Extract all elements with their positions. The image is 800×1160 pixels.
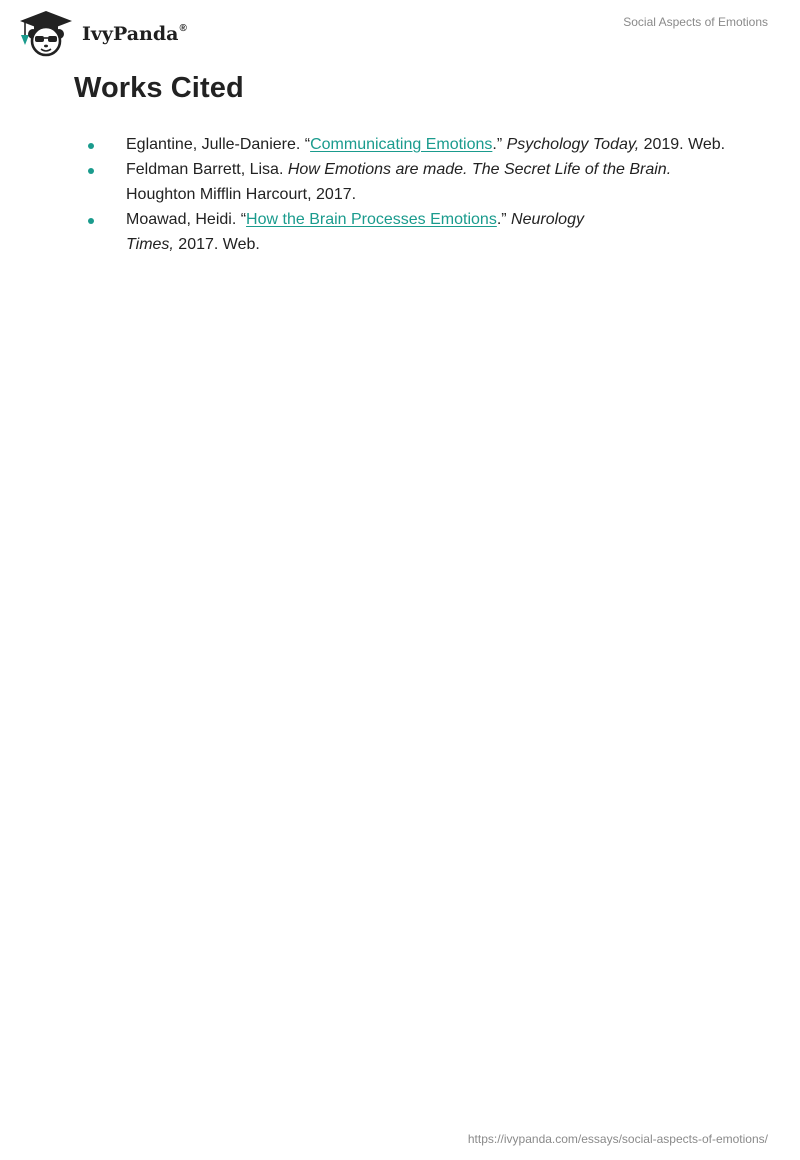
reference-text: Feldman Barrett, Lisa.	[126, 161, 288, 178]
reference-text: .”	[496, 211, 512, 228]
reference-link[interactable]: Communicating Emotions	[310, 136, 493, 153]
reference-item	[86, 207, 726, 257]
reference-link[interactable]: How the Brain Processes Emotions	[246, 211, 497, 228]
reference-text: Eglantine, Julle-Daniere. “	[126, 136, 311, 153]
panda-graduate-icon	[16, 9, 76, 57]
ivypanda-logo[interactable]	[16, 9, 187, 57]
brand-name: IvyPanda®	[82, 23, 187, 45]
reference-source: Psychology Today,	[506, 136, 640, 153]
running-title: Social Aspects of Emotions	[623, 15, 768, 29]
reference-item	[86, 157, 726, 207]
reference-text: .”	[492, 136, 507, 153]
registered-mark: ®	[179, 23, 187, 34]
reference-source: How Emotions are made. The Secret Life of the Brain.	[287, 161, 672, 178]
bullet-icon	[88, 143, 94, 149]
footer-url[interactable]: https://ivypanda.com/essays/social-aspects-of-emotions/	[467, 1132, 768, 1146]
reference-text: Moawad, Heidi. “	[126, 211, 247, 228]
reference-text: 2019. Web.	[639, 136, 726, 153]
page-title: Works Cited	[74, 72, 244, 104]
reference-source: Times,	[126, 236, 174, 253]
reference-text: Houghton Mifflin Harcourt, 2017.	[126, 186, 357, 203]
references-list	[86, 132, 726, 257]
reference-item	[86, 132, 726, 157]
reference-source: Neurology	[511, 211, 584, 228]
bullet-icon	[88, 218, 94, 224]
bullet-icon	[88, 168, 94, 174]
reference-text: 2017. Web.	[173, 236, 260, 253]
